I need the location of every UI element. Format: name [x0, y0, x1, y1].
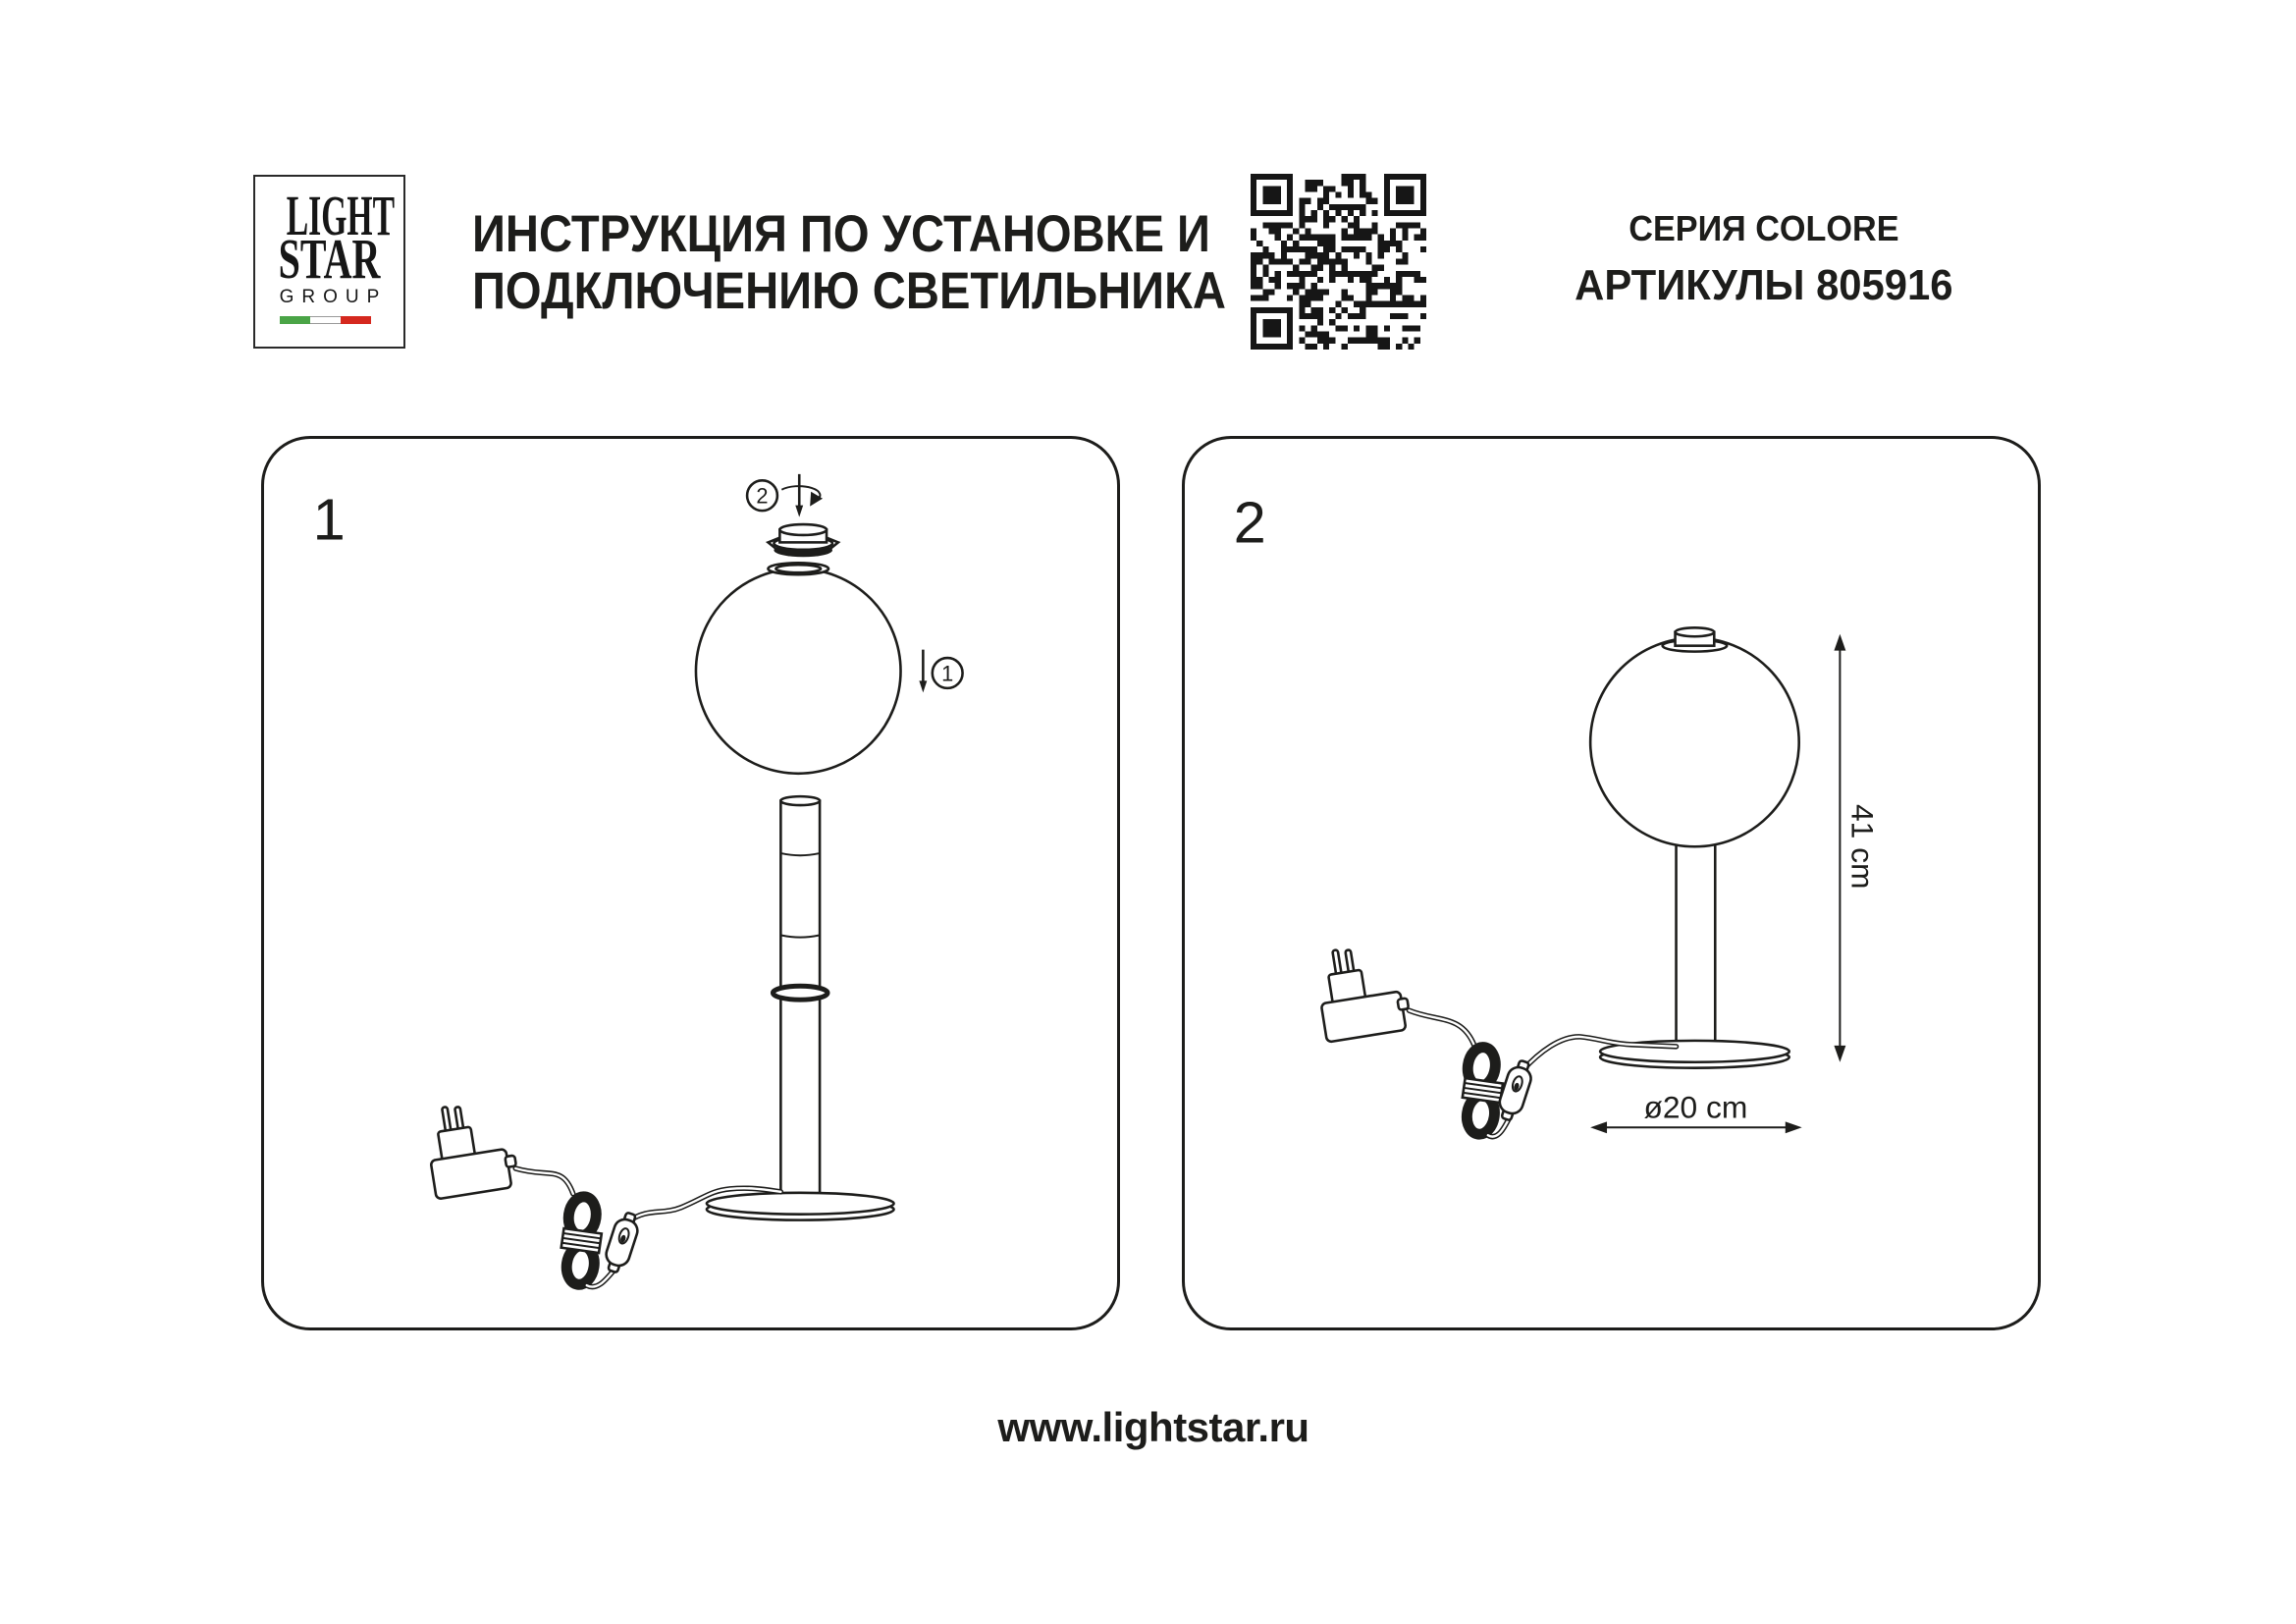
flag-green — [280, 316, 310, 324]
marker-2-number: 2 — [756, 483, 769, 509]
adapter-cable — [1409, 1010, 1474, 1046]
step1-diagram — [264, 439, 1117, 1327]
website-url: www.lightstar.ru — [997, 1404, 1309, 1450]
logo-group: GROUP — [279, 287, 388, 307]
title-line-1: ИНСТРУКЦИЯ ПО УСТАНОВКЕ И — [472, 205, 1210, 263]
glass-sphere — [696, 563, 901, 774]
lamp-base — [707, 1193, 894, 1220]
power-adapter — [1313, 941, 1413, 1043]
height-dimension-label: 41 cm — [1844, 803, 1881, 890]
height-dimension — [1834, 634, 1880, 1062]
inline-switch — [602, 1211, 643, 1275]
step-2-panel — [1182, 436, 2041, 1330]
coiled-cord — [557, 1195, 607, 1287]
step2-diagram — [1185, 439, 2038, 1327]
page-title — [472, 206, 1319, 320]
lightstar-logo — [253, 175, 405, 349]
step-1-number: 1 — [312, 486, 346, 553]
marker-step-1 — [933, 658, 963, 688]
insert-arrow-icon — [919, 650, 927, 693]
articles-label: АРТИКУЛЫ 805916 — [1575, 261, 1953, 309]
lamp-stem — [773, 796, 828, 1203]
marker-step-2 — [747, 480, 777, 511]
lamp-stem — [1677, 837, 1716, 1053]
rotate-arrow-icon — [781, 474, 823, 517]
logo-light: LIGHT — [286, 184, 396, 247]
adapter-cable — [515, 1168, 573, 1194]
diameter-dimension-label: ø20 cm — [1643, 1089, 1748, 1125]
marker-1-number: 1 — [941, 661, 954, 686]
flag-white — [310, 316, 341, 324]
series-label: СЕРИЯ COLORE — [1629, 208, 1899, 248]
diameter-dimension — [1590, 1089, 1802, 1133]
flag-red — [341, 316, 371, 324]
logo-star: STAR — [278, 227, 381, 291]
italian-flag-bar — [280, 316, 371, 324]
step-2-number: 2 — [1233, 489, 1266, 556]
coiled-cord — [1458, 1046, 1508, 1137]
qr-code — [1251, 174, 1426, 350]
step-1-panel — [261, 436, 1120, 1330]
power-adapter — [422, 1098, 519, 1200]
product-header — [1472, 209, 2056, 309]
title-line-2: ПОДКЛЮЧЕНИЮ СВЕТИЛЬНИКА — [472, 262, 1226, 320]
lamp-cap — [768, 524, 838, 557]
lamp-cap — [1676, 627, 1715, 645]
glass-sphere — [1590, 638, 1799, 847]
